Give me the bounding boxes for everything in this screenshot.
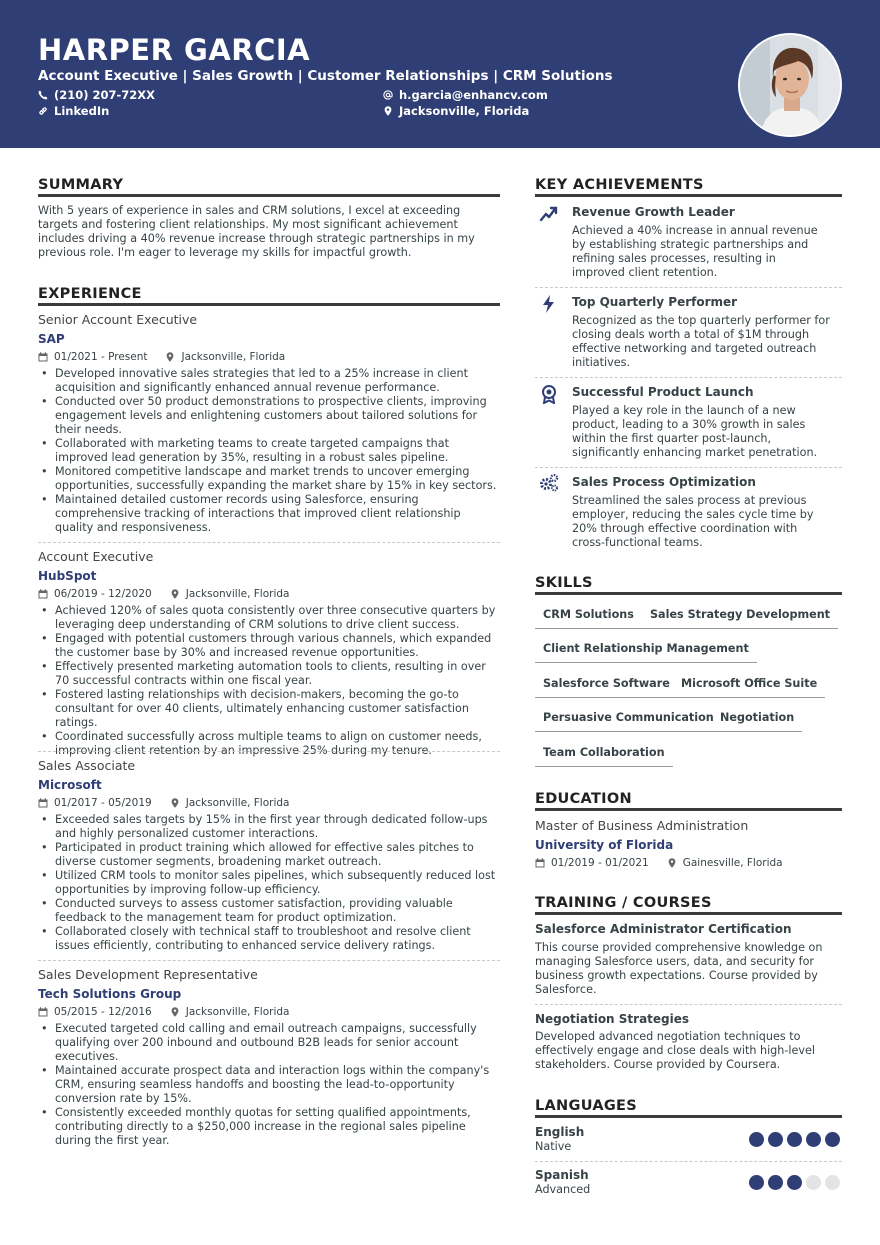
language-rating (749, 1175, 840, 1190)
job-company: Tech Solutions Group (38, 987, 182, 1001)
job-bullet: • Effectively presented marketing automation tools to clients, resulting in over 70 successful contracts within one fiscal year. (38, 660, 500, 688)
job-bullets (38, 813, 500, 953)
job-bullet: • Collaborated with marketing teams to create targeted campaigns that improved lead generation by 35%, resulting in a robust sales pipeline. (38, 437, 500, 465)
job-role: Sales Associate (38, 758, 136, 773)
rating-dot-filled (787, 1132, 802, 1147)
at-sign-icon (383, 90, 393, 100)
phone-text: (210) 207-72XX (54, 88, 156, 102)
achievement-title: Top Quarterly Performer (572, 295, 738, 309)
job-role: Senior Account Executive (38, 312, 198, 327)
rating-dot-filled (806, 1132, 821, 1147)
gears-icon (539, 473, 559, 493)
calendar-icon (38, 798, 48, 808)
languages-divider (535, 1115, 842, 1118)
achievement-text: Recognized as the top quarterly performer for closing deals worth a total of $1M through effective networking and targeted outreach initiatives. (572, 314, 830, 369)
job-bullet: • Conducted surveys to assess customer satisfaction, providing valuable feedback to the management team for product optimization. (38, 897, 500, 925)
skill-tag: Salesforce Software (535, 677, 678, 698)
location-contact (383, 104, 529, 118)
resume-header (0, 0, 880, 148)
rating-dot-filled (787, 1175, 802, 1190)
achievement-title: Revenue Growth Leader (572, 205, 735, 219)
linkedin-contact[interactable] (38, 104, 109, 118)
calendar-icon (38, 1007, 48, 1017)
education-location: Gainesville, Florida (682, 857, 783, 869)
achievement-text: Played a key role in the launch of a new product, leading to a 30% growth in sales within the first quarter post-launch, significantly enhancing market penetration. (572, 404, 818, 459)
portrait-illustration (740, 35, 842, 137)
language-rating (749, 1132, 840, 1147)
job-location: Jacksonville, Florida (181, 351, 286, 363)
job-role: Account Executive (38, 549, 154, 564)
summary-heading: SUMMARY (38, 177, 124, 193)
education-heading: EDUCATION (535, 791, 632, 807)
job-dates: 05/2015 - 12/2016 (54, 1006, 152, 1018)
course-separator (535, 1004, 842, 1005)
skill-tag: Microsoft Office Suite (673, 677, 825, 698)
phone-contact (38, 88, 155, 102)
language-level: Native (535, 1140, 572, 1153)
training-heading: TRAINING / COURSES (535, 895, 712, 911)
training-divider (535, 912, 842, 915)
job-bullet: • Exceeded sales targets by 15% in the first year through dedicated follow-ups and highly personalized customer interactions. (38, 813, 500, 841)
job-separator (38, 751, 500, 752)
achievement-text: Streamlined the sales process at previous employer, reducing the sales cycle time by 20% through effective coordination with cross-functional teams. (572, 494, 814, 549)
job-bullet: • Executed targeted cold calling and email outreach campaigns, successfully qualifying over 200 inbound and outbound B2B leads for senior account executives. (38, 1022, 500, 1064)
award-ribbon-icon (539, 384, 559, 404)
languages-heading: LANGUAGES (535, 1098, 637, 1114)
education-meta (535, 857, 783, 869)
rating-dot-filled (768, 1175, 783, 1190)
job-role: Sales Development Representative (38, 967, 258, 982)
course-text: This course provided comprehensive knowledge on managing Salesforce users, data, and security for business growth expectations. Course provided by Salesforce. (535, 941, 823, 996)
skill-tag: Sales Strategy Development (642, 608, 838, 629)
job-bullet: • Participated in product training which allowed for effective sales pitches to diverse customer segments, broadening market outreach. (38, 841, 500, 869)
job-location: Jacksonville, Florida (185, 588, 290, 600)
rating-dot-filled (749, 1175, 764, 1190)
job-separator (38, 960, 500, 961)
course-title: Negotiation Strategies (535, 1012, 690, 1026)
job-bullets (38, 604, 500, 758)
achievement-separator (535, 287, 842, 288)
phone-icon (38, 90, 48, 100)
job-bullet: • Engaged with potential customers through various channels, which expanded the customer base by 30% and increased revenue opportunities. (38, 632, 500, 660)
achievement-title: Sales Process Optimization (572, 475, 756, 489)
school-name: University of Florida (535, 838, 674, 852)
experience-divider (38, 303, 500, 306)
job-dates: 01/2021 - Present (54, 351, 148, 363)
job-location: Jacksonville, Florida (185, 1006, 290, 1018)
job-company: HubSpot (38, 569, 97, 583)
map-pin-icon (170, 798, 180, 808)
map-pin-icon (170, 589, 180, 599)
calendar-icon (38, 352, 48, 362)
candidate-headline: Account Executive | Sales Growth | Customer Relationships | CRM Solutions (38, 68, 613, 84)
course-text: Developed advanced negotiation techniques to effectively engage and close deals with high-level stakeholders. Course provided by Coursera. (535, 1030, 816, 1071)
lightning-bolt-icon (539, 294, 559, 314)
calendar-icon (535, 858, 545, 868)
job-bullets (38, 367, 500, 535)
linkedin-link[interactable]: LinkedIn (54, 104, 110, 118)
job-bullet: • Collaborated closely with technical staff to troubleshoot and resolve client issues efficiently, contributing to enhanced service delivery ratings. (38, 925, 500, 953)
job-dates: 06/2019 - 12/2020 (54, 588, 152, 600)
course-title: Salesforce Administrator Certification (535, 922, 792, 936)
link-icon (38, 106, 48, 116)
location-text: Jacksonville, Florida (399, 104, 530, 118)
rating-dot-filled (749, 1132, 764, 1147)
job-bullet: • Fostered lasting relationships with decision-makers, becoming the go-to consultant for over 40 clients, ultimately enhancing customer satisfaction ratings. (38, 688, 500, 730)
job-meta (38, 797, 289, 809)
education-divider (535, 808, 842, 811)
map-pin-icon (667, 858, 677, 868)
job-bullet: • Maintained detailed customer records using Salesforce, ensuring comprehensive tracking of interactions that improved client relationship quality and responsiveness. (38, 493, 500, 535)
job-dates: 01/2017 - 05/2019 (54, 797, 152, 809)
language-level: Advanced (535, 1183, 591, 1196)
rating-dot-filled (768, 1132, 783, 1147)
job-bullet: • Coordinated successfully across multiple teams to align on customer needs, improving client retention by an impressive 25% during my tenure. (38, 730, 500, 758)
job-bullets (38, 1022, 500, 1148)
job-bullet: • Consistently exceeded monthly quotas for setting qualified appointments, contributing directly to a $250,000 increase in the regional sales pipeline during the first year. (38, 1106, 500, 1148)
job-meta (38, 351, 285, 363)
job-location: Jacksonville, Florida (185, 797, 290, 809)
job-meta (38, 1006, 289, 1018)
achievements-heading: KEY ACHIEVEMENTS (535, 177, 704, 193)
language-name: Spanish (535, 1168, 589, 1182)
job-meta (38, 588, 289, 600)
rating-dot-empty (825, 1175, 840, 1190)
rating-dot-empty (806, 1175, 821, 1190)
map-pin-icon (383, 106, 393, 116)
education-dates: 01/2019 - 01/2021 (551, 857, 649, 869)
skill-tag: Persuasive Communication (535, 711, 722, 732)
achievement-title: Successful Product Launch (572, 385, 754, 399)
achievement-separator (535, 377, 842, 378)
degree-title: Master of Business Administration (535, 818, 749, 833)
skills-divider (535, 592, 842, 595)
achievements-divider (535, 194, 842, 197)
achievement-text: Achieved a 40% increase in annual revenue by establishing strategic partnerships and refining sales processes, resulting in improved client retention. (572, 224, 818, 279)
job-company: Microsoft (38, 778, 102, 792)
job-company: SAP (38, 332, 65, 346)
map-pin-icon (170, 1007, 180, 1017)
job-bullet: • Monitored competitive landscape and market trends to uncover emerging opportunities, successfully expanding the market share by 15% in key sectors. (38, 465, 500, 493)
growth-chart-icon (539, 204, 559, 224)
summary-text: With 5 years of experience in sales and CRM solutions, I excel at exceeding targets and fostering client relationships. My most significant achievement includes driving a 40% revenue increase through strategic partnerships in my previous role. I'm eager to leverage my skills for impactful growth. (38, 204, 475, 259)
email-contact[interactable] (383, 88, 548, 102)
summary-divider (38, 194, 500, 197)
rating-dot-filled (825, 1132, 840, 1147)
job-bullet: • Conducted over 50 product demonstrations to prospective clients, improving engagement levels and enlightening customers about tailored solutions for their needs. (38, 395, 500, 437)
job-bullet: • Maintained accurate prospect data and interaction logs within the company's CRM, ensuring seamless handoffs and boosting the lead-to-opportunity conversion rate by 15%. (38, 1064, 500, 1106)
skill-tag: Team Collaboration (535, 746, 673, 767)
job-bullet: • Utilized CRM tools to monitor sales pipelines, which subsequently reduced lost opportunities by improving follow-up efficiency. (38, 869, 500, 897)
skills-heading: SKILLS (535, 575, 593, 591)
language-separator (535, 1161, 842, 1162)
job-bullet: • Developed innovative sales strategies that led to a 25% increase in client acquisition and significantly enhanced annual revenue performance. (38, 367, 500, 395)
language-name: English (535, 1125, 585, 1139)
candidate-name: HARPER GARCIA (38, 33, 311, 67)
email-link[interactable]: h.garcia@enhancv.com (399, 88, 548, 102)
skill-tag: Negotiation (712, 711, 802, 732)
job-bullet: • Achieved 120% of sales quota consistently over three consecutive quarters by leveraging deep understanding of CRM solutions to drive client success. (38, 604, 500, 632)
achievement-separator (535, 467, 842, 468)
experience-heading: EXPERIENCE (38, 286, 142, 302)
skill-tag: Client Relationship Management (535, 642, 757, 663)
profile-photo (738, 33, 842, 137)
map-pin-icon (165, 352, 175, 362)
job-separator (38, 542, 500, 543)
skill-tag: CRM Solutions (535, 608, 642, 629)
calendar-icon (38, 589, 48, 599)
